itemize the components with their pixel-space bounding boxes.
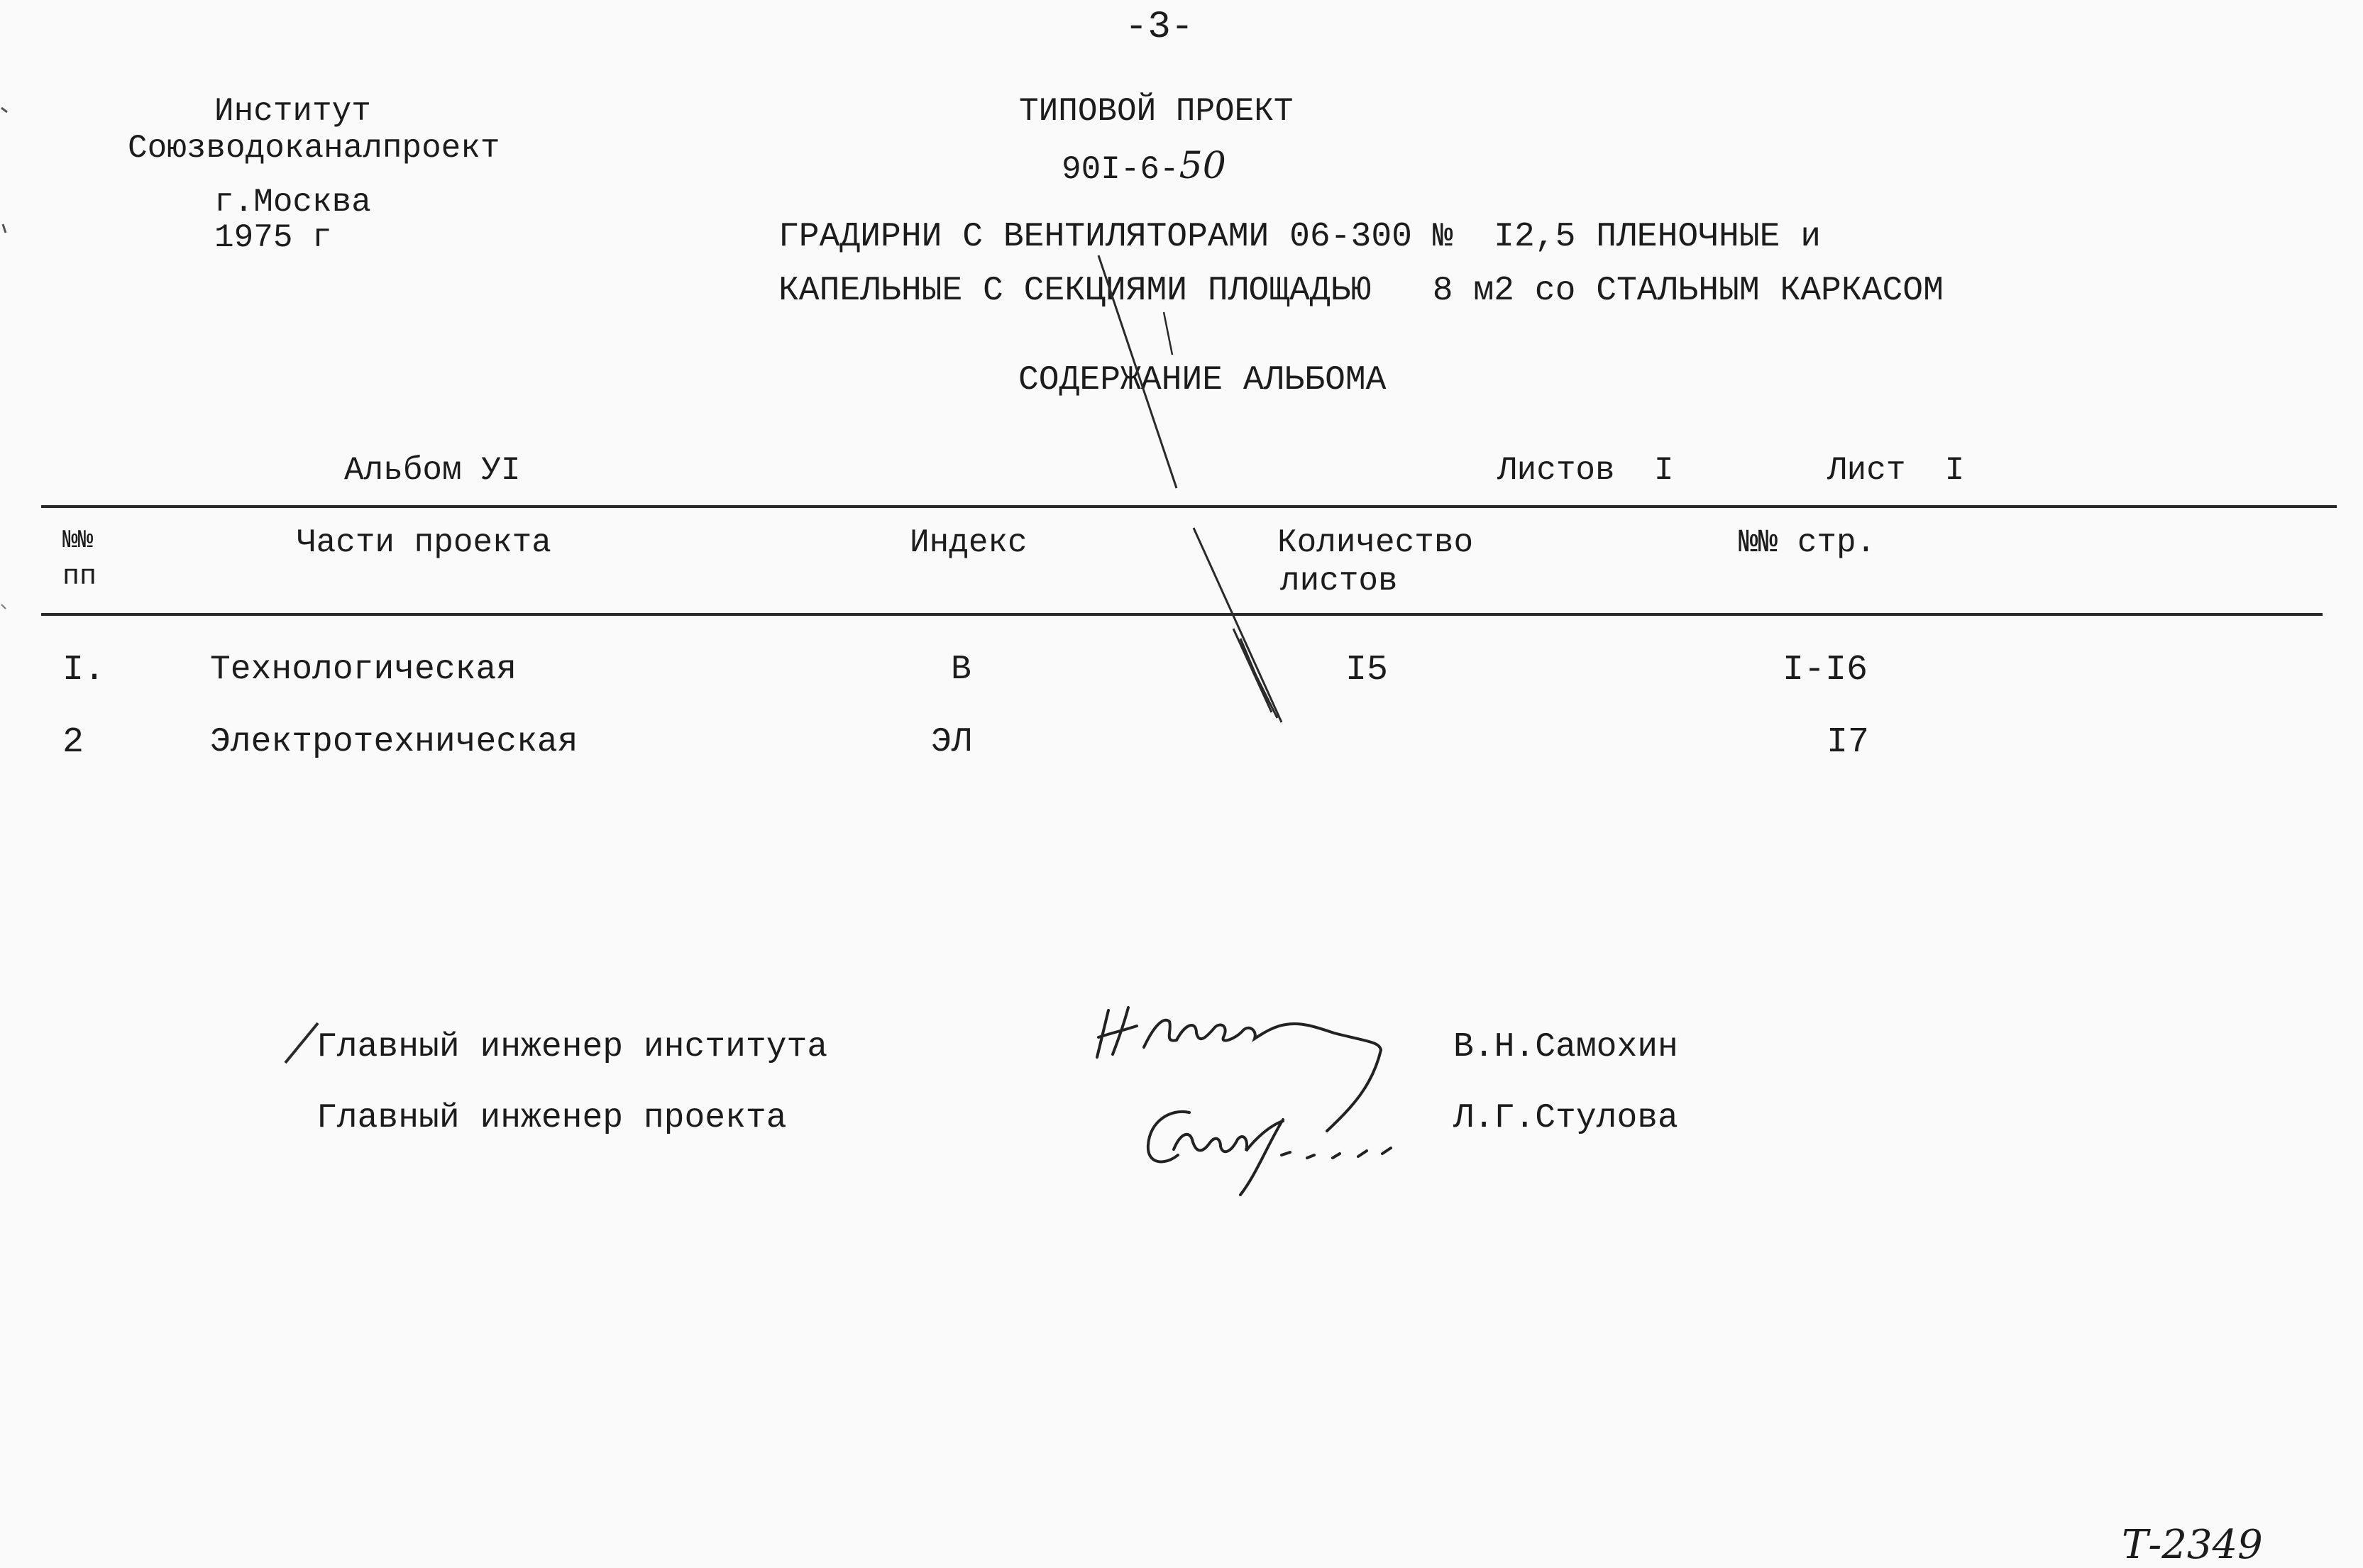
row-num: 2 — [62, 722, 84, 763]
row-num: I. — [62, 650, 106, 690]
project-title-line2: КАПЕЛЬНЫЕ С СЕКЦИЯМИ ПЛОЩАДЬЮ 8 м2 со СТАЛЬНЫМ КАРКАСОМ — [778, 272, 1944, 310]
institute-name-line2: Союзводоканалпроект — [128, 130, 500, 167]
col-header-pages: №№ стр. — [1739, 524, 1876, 561]
col-header-part: Части проекта — [297, 524, 551, 561]
row-index: В — [951, 651, 971, 689]
pen-stroke-mark — [1098, 255, 1177, 488]
institute-name-line1: Институт — [214, 93, 371, 130]
signature-role: Главный инженер проекта — [316, 1099, 787, 1137]
archive-stamp: Т-2349 — [2122, 1522, 2263, 1568]
row-index: ЭЛ — [931, 723, 972, 761]
signature-role: Главный инженер института — [316, 1028, 828, 1066]
col-header-num-line2: пп — [62, 561, 97, 593]
project-number-typed: 90I-6- — [1062, 151, 1179, 188]
project-number-handwritten: 50 — [1179, 145, 1226, 187]
institute-city: г.Москва — [214, 184, 371, 221]
project-title-line1: ГРАДИРНИ С ВЕНТИЛЯТОРАМИ 06-300 № I2,5 ПЛЕНОЧНЫЕ и — [778, 218, 1822, 256]
margin-mark — [1, 108, 7, 112]
row-part: Технологическая — [210, 651, 517, 689]
row-part: Электротехническая — [210, 723, 578, 761]
sheet-number: Лист I — [1827, 452, 1965, 489]
col-header-index: Индекс — [910, 524, 1028, 561]
page-number: -3- — [1125, 6, 1194, 49]
col-header-num-line1: №№ — [62, 526, 94, 555]
col-header-qty-line1: Количество — [1277, 524, 1474, 561]
institute-year: 1975 г — [214, 219, 332, 256]
row-pages: I-I6 — [1783, 650, 1868, 690]
pen-stroke-mark — [1233, 629, 1277, 718]
pen-stroke-mark — [1164, 312, 1172, 355]
signature-name: Л.Г.Стулова — [1453, 1099, 1678, 1137]
pen-stroke-mark — [1194, 528, 1282, 722]
margin-mark — [3, 224, 6, 233]
signature-name: В.Н.Самохин — [1453, 1028, 1678, 1066]
contents-title: СОДЕРЖАНИЕ АЛЬБОМА — [1018, 361, 1387, 399]
row-pages: I7 — [1827, 722, 1870, 763]
album-label: Альбом УI — [344, 452, 521, 489]
row-qty: I5 — [1345, 650, 1389, 690]
col-header-qty-line2: листов — [1280, 563, 1398, 600]
signature-scrawl-1 — [1097, 1007, 1381, 1131]
signature-scrawl-2 — [1148, 1112, 1391, 1195]
sheets-count: Листов I — [1497, 452, 1674, 489]
margin-mark — [1, 604, 6, 609]
pen-stroke-mark — [285, 1023, 318, 1063]
project-type: ТИПОВОЙ ПРОЕКТ — [1019, 93, 1294, 130]
